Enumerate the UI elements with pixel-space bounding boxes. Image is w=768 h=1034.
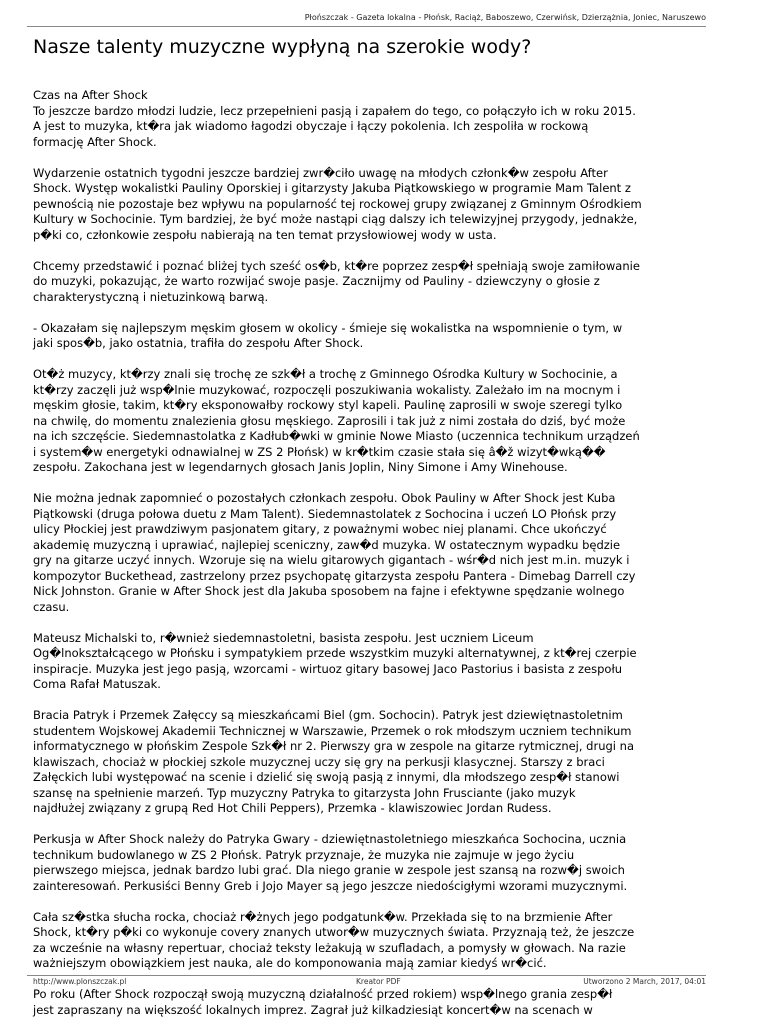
footer-generator: Kreator PDF xyxy=(356,977,401,986)
paragraph: Wydarzenie ostatnich tygodni jeszcze bardziej zwr�ciło uwagę na młodych członk�w zespołu After Shock. Występ wokalistki Pauliny Oporskiej i gitarzysty Jakuba Piątkowskiego w programie Mam Talent z pewnością nie pozostaje bez wpływu na popularność tej rockowej grupy związanej z Gminnym Ośrodkiem Kultury w Sochocinie. Tym bardziej, że być może nastąpi ciąg dalszy ich telewizyjnej przygody, jednakże, p�ki co, członkowie zespołu nabierają na ten temat przysłowiowej wody w usta. xyxy=(33,165,642,242)
header-divider xyxy=(27,26,706,27)
page-header: Płońszczak - Gazeta lokalna - Płońsk, Raciąż, Baboszewo, Czerwińsk, Dzierzążnia, Joniec, Naruszewo xyxy=(304,13,706,22)
paragraph: Perkusja w After Shock należy do Patryka Gwary - dziewiętnastoletniego mieszkańca Sochocina, ucznia technikum budowlanego w ZS 2 Płońsk. Patryk przyznaje, że muzyka nie zajmuje w jego życiu pierwszego miejsca, jednak bardzo lubi grać. Dla niego granie w zespole jest szansą na rozw�j swoich zainteresowań. Perkusiści Benny Greb i Jojo Mayer są jego jeszcze niedościgłymi wzorami muzycznymi. xyxy=(33,832,628,893)
paragraph: - Okazałam się najlepszym męskim głosem w okolicy - śmieje się wokalistka na wspomnienie o tym, w jaki spos�b, jako ostatnia, trafiła do zespołu After Shock. xyxy=(33,320,623,350)
paragraph: Mateusz Michalski to, r�wnież siedemnastoletni, basista zespołu. Jest uczniem Liceum Og�lnokształcącego w Płońsku i sympatykiem przede wszystkim muzyki alternatywnej, z kt�rej czerpie inspiracje. Muzyka jest jego pasją, wzorcami - wirtuoz gitary basowej Jaco Pastorius i basista z zespołu Coma Rafał Matuszak. xyxy=(33,630,637,691)
paragraph: Po roku (After Shock rozpoczął swoją muzyczną działalność przed rokiem) wsp�lnego grania zesp�ł jest zapraszany na większość lokalnych imprez. Zagrał już kilkadziesiąt koncert�w na scenach w xyxy=(33,987,613,1017)
paragraph: Chcemy przedstawić i poznać bliżej tych sześć os�b, kt�re poprzez zesp�ł spełniają swoje zamiłowanie do muzyki, pokazując, że warto rozwijać swoje pasje. Zacznijmy od Pauliny - dziewczyny o głosie z charakterystyczną i nietuzinkową barwą. xyxy=(33,258,640,304)
article-title: Nasze talenty muzyczne wypłyną na szerokie wody? xyxy=(33,36,532,58)
paragraph: Bracia Patryk i Przemek Załęccy są mieszkańcami Biel (gm. Sochocin). Patryk jest dziewiętnastoletnim studentem Wojskowej Akademii Technicznej w Warszawie, Przemek o rok młodszym uczniem technikum informatycznego w płońskim Zespole Szk�ł nr 2. Pierwszy gra w zespole na gitarze rytmicznej, drugi na klawiszach, chociaż w płockiej szkole muzycznej uczy się gry na perkusji klasycznej. Starszy z braci Załęckich lubi występować na scenie i dzielić się swoją pasją z innymi, dla młodszego zesp�ł stanowi szansę na spełnienie marzeń. Typ muzyczny Patryka to gitarzysta John Frusciante (jako muzyk najdłużej związany z grupą Red Hot Chili Peppers), Przemka - klawiszowiec Jordan Rudess. xyxy=(33,708,634,815)
footer-divider xyxy=(27,975,706,976)
article-body xyxy=(33,88,733,1034)
paragraph: Czas na After Shock To jeszcze bardzo młodzi ludzie, lecz przepełnieni pasją i zapałem do tego, co połączyło ich w roku 2015. A jest to muzyka, kt�ra jak wiadomo łagodzi obyczaje i łączy pokolenia. Ich zespoliła w rockową formację After Shock. xyxy=(33,88,636,149)
footer-created: Utworzono 2 March, 2017, 04:01 xyxy=(583,977,706,986)
footer-url: http://www.plonszczak.pl xyxy=(33,977,127,986)
paragraph: Ot�ż muzycy, kt�rzy znali się trochę ze szk�ł a trochę z Gminnego Ośrodka Kultury w Sochocinie, a kt�rzy zaczęli już wsp�lnie muzykować, rozpoczęli poszukiwania wokalisty. Zależało im na mocnym i męskim głosie, takim, kt�ry eksponowałby rockowy styl kapeli. Paulinę zaprosili w swoje szeregi tylko na chwilę, do momentu znalezienia głosu męskiego. Zaprosili i tak już z nimi została do dziś, być może na ich szczęście. Siedemnastolatka z Kadłub�wki w gminie Nowe Miasto (uczennica technikum urządzeń i system�w energetyki odnawialnej w ZS 2 Płońsk) w kr�tkim czasie stała się â�ž wizyt�wką�� zespołu. Zakochana jest w legendarnych głosach Janis Joplin, Niny Simone i Amy Winehouse. xyxy=(33,367,640,474)
paragraph: Nie można jednak zapomnieć o pozostałych członkach zespołu. Obok Pauliny w After Shock jest Kuba Piątkowski (druga połowa duetu z Mam Talent). Siedemnastolatek z Sochocina i uczeń LO Płońsk przy ulicy Płockiej jest prawdziwym pasjonatem gitary, z poważnymi wobec niej planami. Chce ukończyć akademię muzyczną i uprawiać, najlepiej sceniczny, zaw�d muzyka. W ostatecznym wypadku będzie gry na gitarze uczyć innych. Wzoruje się na wielu gitarowych gigantach - wśr�d nich jest m.in. muzyk i kompozytor Buckethead, zastrzelony przez psychopatę gitarzysta zespołu Pantera - Dimebag Darrell czy Nick Johnston. Granie w After Shock jest dla Jakuba sposobem na fajne i efektywne spędzanie wolnego czasu. xyxy=(33,491,636,614)
paragraph: Cała sz�stka słucha rocka, chociaż r�żnych jego podgatunk�w. Przekłada się to na brzmienie After Shock, kt�ry p�ki co wykonuje covery znanych utwor�w muzycznych świata. Przyznają też, że jeszcze za wcześnie na własny repertuar, chociaż teksty leżakują w szufladach, a pomysły w głowach. Na razie ważniejszym obowiązkiem jest nauka, ale do komponowania mają zamiar kiedyś wr�cić. xyxy=(33,909,635,970)
